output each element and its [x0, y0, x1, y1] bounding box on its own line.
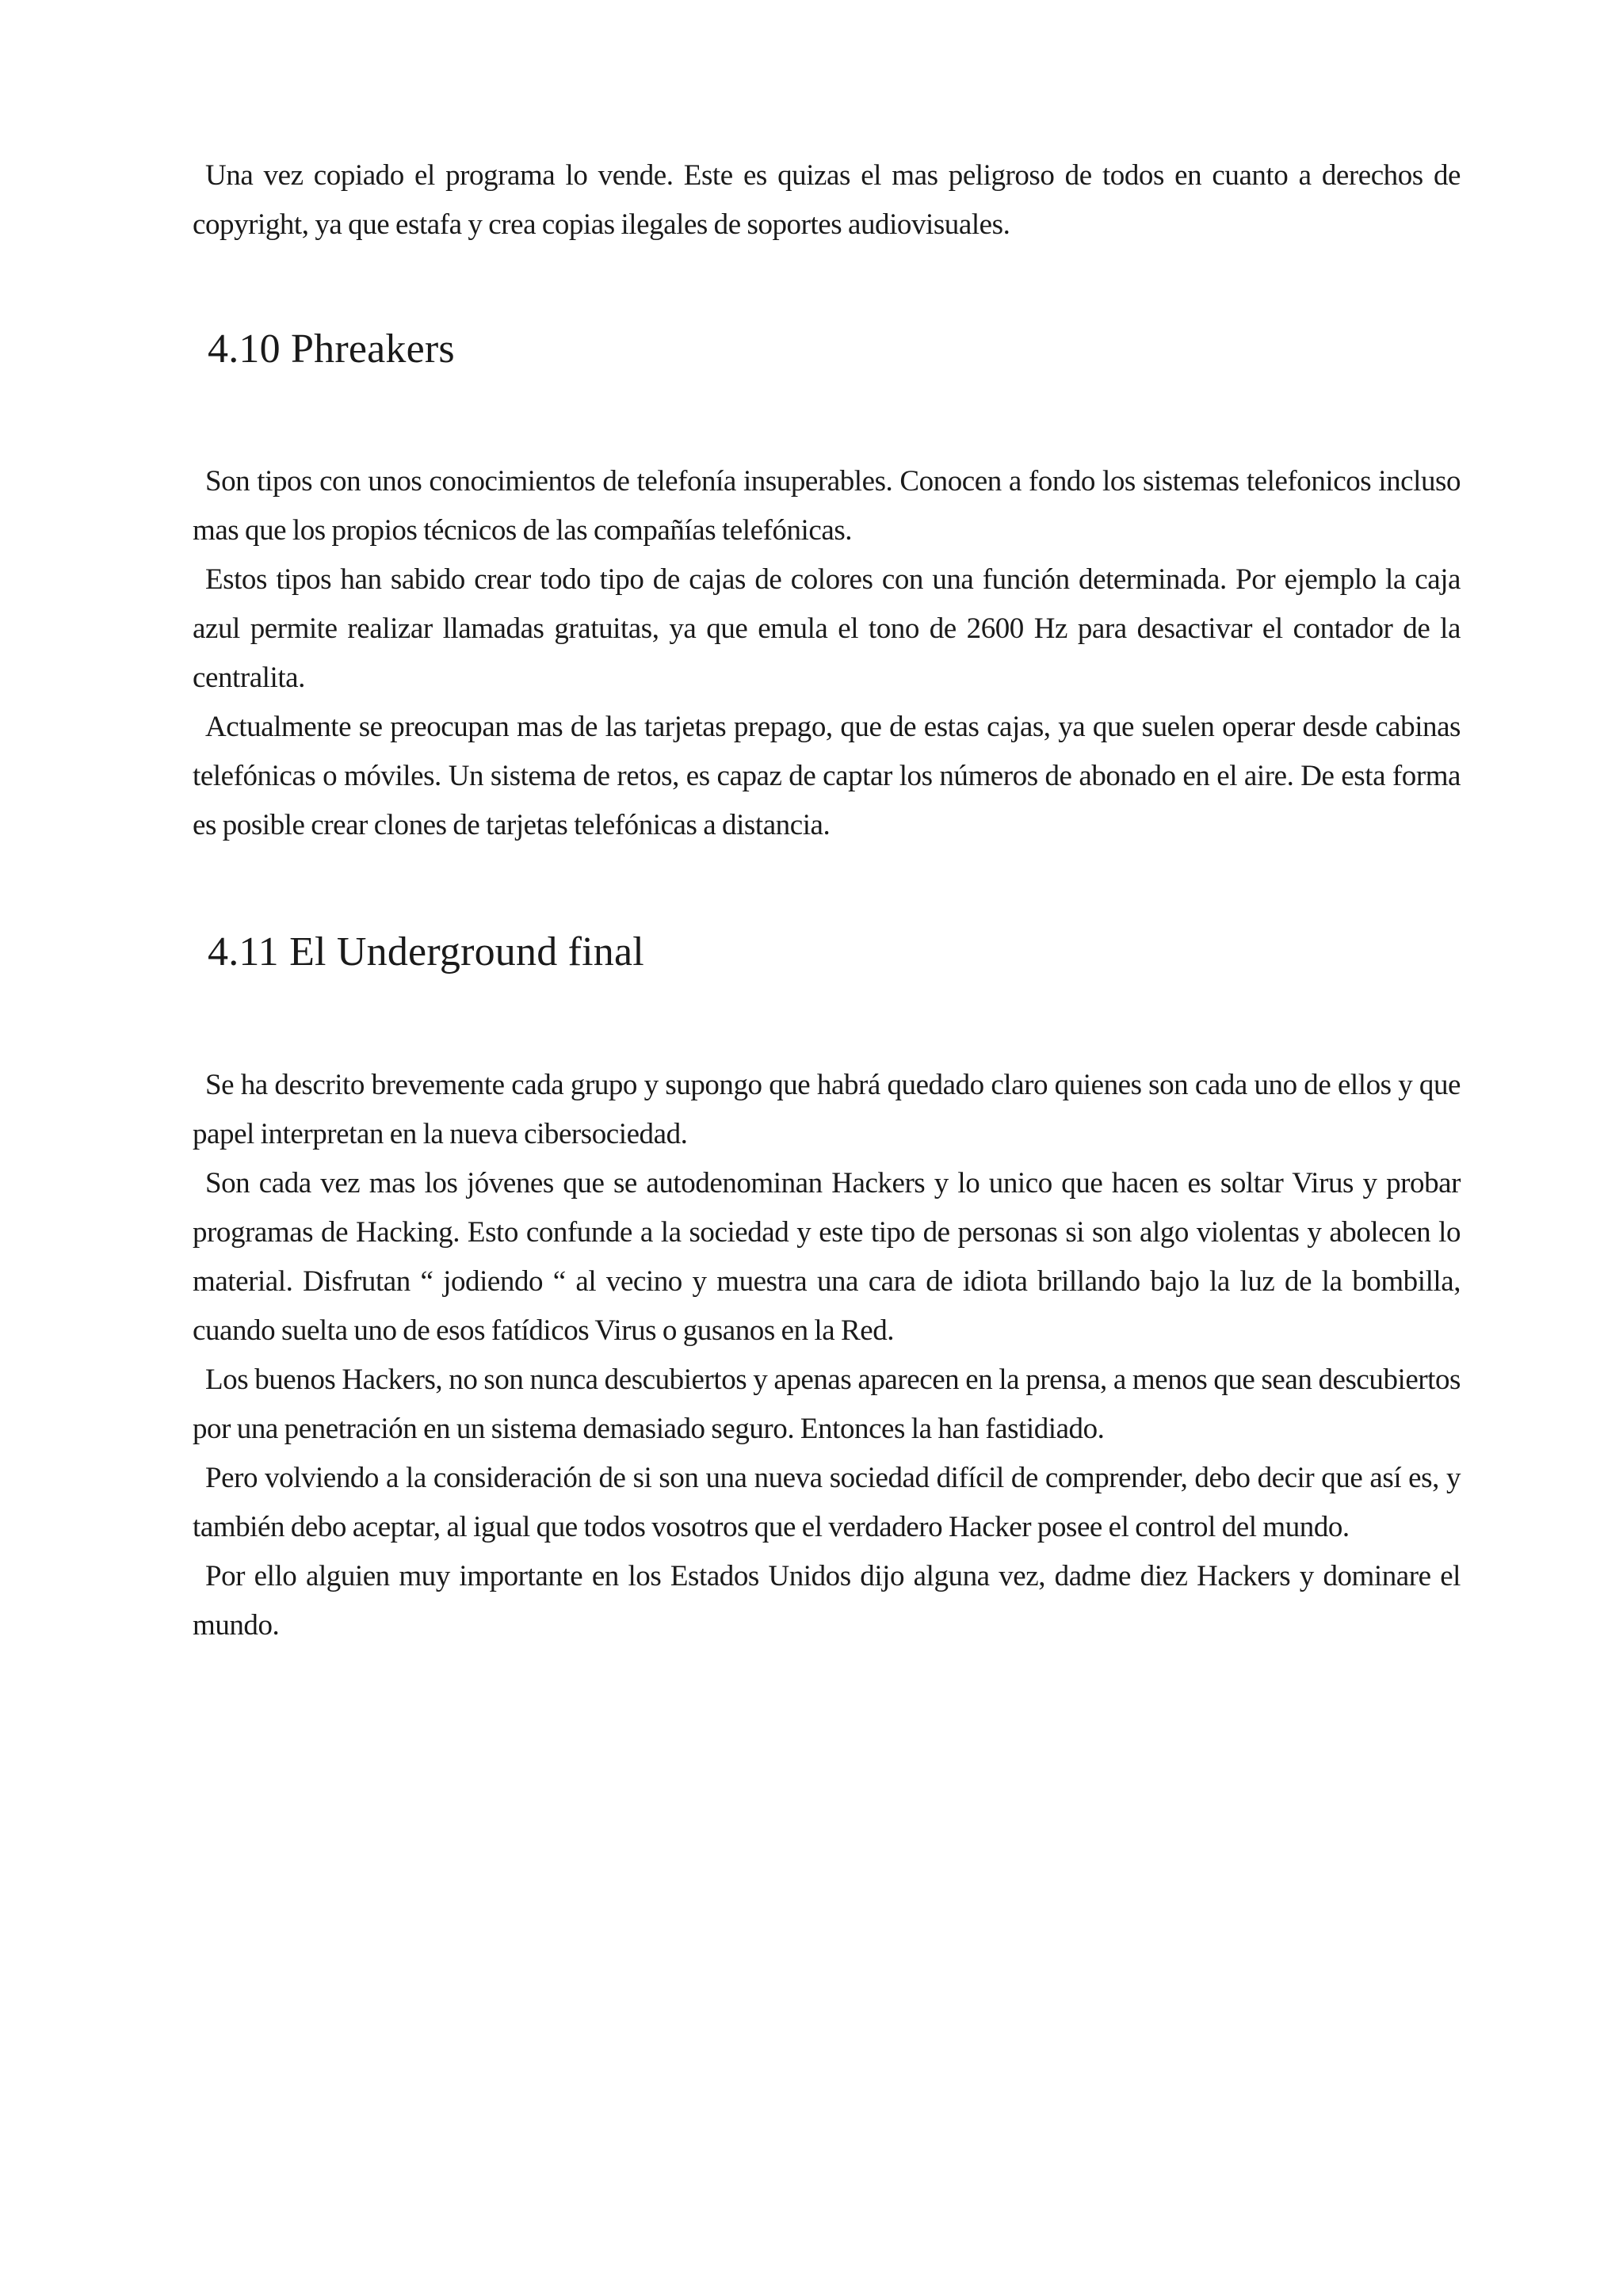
section-body-phreakers [193, 457, 1461, 850]
paragraph: Se ha descrito brevemente cada grupo y supongo que habrá quedado claro quienes son cada uno de ellos y que papel interpretan en la nueva cibersociedad. [193, 1069, 1461, 1150]
section-heading-underground-final: 4.11 El Underground final [208, 929, 644, 974]
intro-text [193, 151, 1461, 250]
section-heading-phreakers: 4.10 Phreakers [208, 326, 455, 372]
paragraph: Son tipos con unos conocimientos de telefonía insuperables. Conocen a fondo los sistemas telefonicos incluso mas que los propios técnicos de las compañías telefónicas. [193, 465, 1461, 547]
paragraph: Estos tipos han sabido crear todo tipo de cajas de colores con una función determinada. Por ejemplo la caja azul permite realizar llamadas gratuitas, ya que emula el tono de 2600 Hz para desactivar el contador de la centralita. [193, 563, 1461, 694]
paragraph: Una vez copiado el programa lo vende. Este es quizas el mas peligroso de todos en cuanto a derechos de copyright, ya que estafa y crea copias ilegales de soportes audiovisuales. [193, 159, 1461, 241]
paragraph: Los buenos Hackers, no son nunca descubiertos y apenas aparecen en la prensa, a menos que sean descubiertos por una penetración en un sistema demasiado seguro. Entonces la han fastidiado. [193, 1363, 1461, 1445]
paragraph: Son cada vez mas los jóvenes que se autodenominan Hackers y lo unico que hacen es soltar Virus y probar programas de Hacking. Esto confunde a la sociedad y este tipo de personas si son algo violentas y abolecen lo material. Disfrutan “ jodiendo “ al vecino y muestra una cara de idiota brillando bajo la luz de la bombilla, cuando suelta uno de esos fatídicos Virus o gusanos en la Red. [193, 1167, 1461, 1347]
paragraph: Actualmente se preocupan mas de las tarjetas prepago, que de estas cajas, ya que suelen operar desde cabinas telefónicas o móviles. Un sistema de retos, es capaz de captar los números de abonado en el aire. De esta forma es posible crear clones de tarjetas telefónicas a distancia. [193, 711, 1461, 841]
paragraph: Pero volviendo a la consideración de si son una nueva sociedad difícil de comprender, debo decir que así es, y también debo aceptar, al igual que todos vosotros que el verdadero Hacker posee el control del mundo. [193, 1462, 1461, 1543]
paragraph: Por ello alguien muy importante en los Estados Unidos dijo alguna vez, dadme diez Hackers y dominare el mundo. [193, 1560, 1461, 1642]
section-body-underground-final [193, 1061, 1461, 1650]
